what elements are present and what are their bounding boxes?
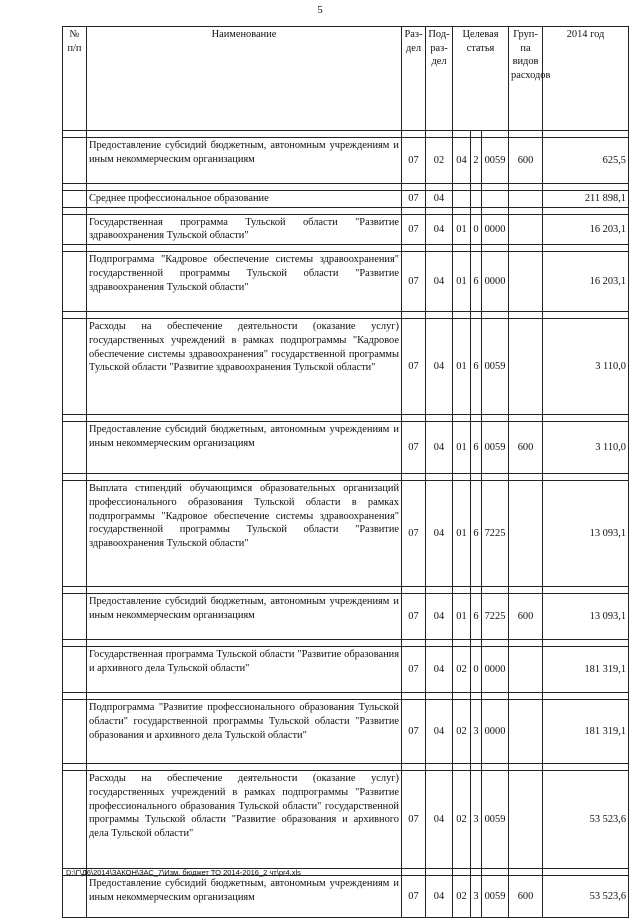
row-name: Среднее профессиональное образование: [87, 191, 402, 208]
row-target-subprogram: 6: [471, 422, 482, 474]
row-target-program: 02: [453, 647, 471, 693]
table-header-row: [63, 27, 629, 131]
row-amount: 625,5: [543, 138, 629, 184]
row-num: [63, 594, 87, 640]
row-target-direction: 0000: [482, 214, 509, 244]
row-spacer: [63, 207, 629, 214]
table-row: [63, 700, 629, 764]
row-name: Предоставление субсидий бюджетным, автономным учреждениям и иным некоммерческим организациям: [87, 876, 402, 918]
row-expense-group: [509, 191, 543, 208]
row-expense-group: [509, 481, 543, 587]
table-row: [63, 319, 629, 415]
header-num: № п/п: [63, 27, 87, 131]
row-spacer: [63, 640, 629, 647]
row-name: Расходы на обеспечение деятельности (оказание услуг) государственных учреждений в рамках подпрограммы "Развитие профессионального образования Тульской области" государственной программы Тульской области "Развитие образования и архивного дела Тульской области": [87, 771, 402, 869]
table-row: [63, 252, 629, 312]
row-num: [63, 252, 87, 312]
row-expense-group: [509, 252, 543, 312]
row-expense-group: [509, 771, 543, 869]
row-target-program: 02: [453, 876, 471, 918]
row-target-subprogram: 2: [471, 138, 482, 184]
row-razdel: 07: [402, 319, 426, 415]
row-podrazdel: 04: [426, 252, 453, 312]
row-name: Государственная программа Тульской области "Развитие здравоохранения Тульской области": [87, 214, 402, 244]
row-spacer: [63, 693, 629, 700]
row-amount: 181 319,1: [543, 647, 629, 693]
row-expense-group: 600: [509, 594, 543, 640]
row-target-direction: 0000: [482, 252, 509, 312]
row-target-direction: 0059: [482, 422, 509, 474]
page-number: 5: [317, 4, 323, 16]
row-expense-group: [509, 647, 543, 693]
row-num: [63, 876, 87, 918]
row-num: [63, 319, 87, 415]
row-spacer: [63, 587, 629, 594]
row-target-direction: 0059: [482, 138, 509, 184]
row-podrazdel: 04: [426, 481, 453, 587]
row-razdel: 07: [402, 647, 426, 693]
row-podrazdel: 04: [426, 422, 453, 474]
header-year: 2014 год: [543, 27, 629, 131]
row-podrazdel: 04: [426, 876, 453, 918]
row-name: Подпрограмма "Кадровое обеспечение системы здравоохранения" государственной программы Тульской области "Развитие здравоохранения Тульской области": [87, 252, 402, 312]
row-target-program: 02: [453, 771, 471, 869]
row-amount: 3 110,0: [543, 422, 629, 474]
row-num: [63, 647, 87, 693]
row-target-subprogram: 3: [471, 771, 482, 869]
row-razdel: 07: [402, 876, 426, 918]
row-target-direction: 0000: [482, 647, 509, 693]
row-expense-group: [509, 214, 543, 244]
row-target-subprogram: 6: [471, 252, 482, 312]
budget-table: [62, 26, 629, 918]
row-razdel: 07: [402, 191, 426, 208]
row-podrazdel: 04: [426, 319, 453, 415]
row-razdel: 07: [402, 700, 426, 764]
row-expense-group: 600: [509, 422, 543, 474]
row-amount: 13 093,1: [543, 594, 629, 640]
row-podrazdel: 04: [426, 214, 453, 244]
row-amount: 53 523,6: [543, 771, 629, 869]
row-expense-group: 600: [509, 876, 543, 918]
row-target-program: 01: [453, 422, 471, 474]
row-target-program: 02: [453, 700, 471, 764]
row-name: Подпрограмма "Развитие профессионального образования Тульской области" государственной программы Тульской области "Развитие образования и архивного дела Тульской области": [87, 700, 402, 764]
table-row: [63, 481, 629, 587]
row-razdel: 07: [402, 138, 426, 184]
row-spacer: [63, 131, 629, 138]
row-name: Расходы на обеспечение деятельности (оказание услуг) государственных учреждений в рамках подпрограммы "Кадровое обеспечение системы здравоохранения" государственной программы Тульской области "Развитие здравоохранения Тульской области": [87, 319, 402, 415]
table-row: [63, 594, 629, 640]
row-amount: 53 523,6: [543, 876, 629, 918]
row-razdel: 07: [402, 214, 426, 244]
row-target-direction: 0059: [482, 771, 509, 869]
row-podrazdel: 04: [426, 700, 453, 764]
table-row: [63, 647, 629, 693]
row-target-subprogram: 6: [471, 594, 482, 640]
row-razdel: 07: [402, 481, 426, 587]
row-target-program: 01: [453, 594, 471, 640]
file-path-footer: D:\Г\Д6\2014\ЗАКОН\ЗАС_7\Изм. бюджет ТО 2014-2016_2 чт\pr4.xls: [66, 868, 301, 877]
row-amount: 13 093,1: [543, 481, 629, 587]
table-row: [63, 422, 629, 474]
row-expense-group: [509, 700, 543, 764]
row-expense-group: 600: [509, 138, 543, 184]
table-row: [63, 771, 629, 869]
row-num: [63, 771, 87, 869]
row-target-direction: [482, 191, 509, 208]
row-amount: 3 110,0: [543, 319, 629, 415]
row-target-program: 01: [453, 319, 471, 415]
row-razdel: 07: [402, 252, 426, 312]
row-podrazdel: 04: [426, 191, 453, 208]
row-spacer: [63, 245, 629, 252]
row-spacer: [63, 312, 629, 319]
row-target-program: 01: [453, 481, 471, 587]
row-target-program: 04: [453, 138, 471, 184]
header-name: Наименование: [87, 27, 402, 131]
row-target-direction: 7225: [482, 594, 509, 640]
row-target-direction: 0000: [482, 700, 509, 764]
header-target: Целевая статья: [453, 27, 509, 131]
row-name: Государственная программа Тульской области "Развитие образования и архивного дела Тульской области": [87, 647, 402, 693]
row-name: Предоставление субсидий бюджетным, автономным учреждениям и иным некоммерческим организациям: [87, 138, 402, 184]
row-name: Предоставление субсидий бюджетным, автономным учреждениям и иным некоммерческим организациям: [87, 594, 402, 640]
table-row: [63, 214, 629, 244]
row-podrazdel: 02: [426, 138, 453, 184]
row-amount: 16 203,1: [543, 214, 629, 244]
row-target-subprogram: 3: [471, 700, 482, 764]
row-amount: 211 898,1: [543, 191, 629, 208]
row-target-subprogram: 3: [471, 876, 482, 918]
row-spacer: [63, 474, 629, 481]
table-row: [63, 876, 629, 918]
row-razdel: 07: [402, 422, 426, 474]
row-target-direction: 7225: [482, 481, 509, 587]
table-row: [63, 191, 629, 208]
row-target-subprogram: 6: [471, 481, 482, 587]
table-body: [63, 131, 629, 918]
row-target-subprogram: [471, 191, 482, 208]
header-group: Груп-па видов расходов: [509, 27, 543, 131]
row-expense-group: [509, 319, 543, 415]
header-razdel: Раз-дел: [402, 27, 426, 131]
row-num: [63, 214, 87, 244]
row-amount: 16 203,1: [543, 252, 629, 312]
row-target-program: 01: [453, 214, 471, 244]
row-name: Выплата стипендий обучающимся образовательных организаций профессионального образования Тульской области в рамках подпрограммы "Кадровое обеспечение системы здравоохранения" государственной программы Тульской области "Развитие здравоохранения Тульской области": [87, 481, 402, 587]
header-podrazdel: Под-раз-дел: [426, 27, 453, 131]
row-target-direction: 0059: [482, 876, 509, 918]
row-target-subprogram: 0: [471, 214, 482, 244]
row-name: Предоставление субсидий бюджетным, автономным учреждениям и иным некоммерческим организациям: [87, 422, 402, 474]
row-podrazdel: 04: [426, 647, 453, 693]
row-amount: 181 319,1: [543, 700, 629, 764]
row-spacer: [63, 184, 629, 191]
row-target-program: [453, 191, 471, 208]
row-podrazdel: 04: [426, 594, 453, 640]
row-target-program: 01: [453, 252, 471, 312]
row-spacer: [63, 764, 629, 771]
row-razdel: 07: [402, 594, 426, 640]
row-podrazdel: 04: [426, 771, 453, 869]
row-target-direction: 0059: [482, 319, 509, 415]
row-num: [63, 138, 87, 184]
row-razdel: 07: [402, 771, 426, 869]
row-num: [63, 700, 87, 764]
row-num: [63, 481, 87, 587]
row-target-subprogram: 0: [471, 647, 482, 693]
row-target-subprogram: 6: [471, 319, 482, 415]
row-num: [63, 191, 87, 208]
row-spacer: [63, 415, 629, 422]
table-row: [63, 138, 629, 184]
row-num: [63, 422, 87, 474]
